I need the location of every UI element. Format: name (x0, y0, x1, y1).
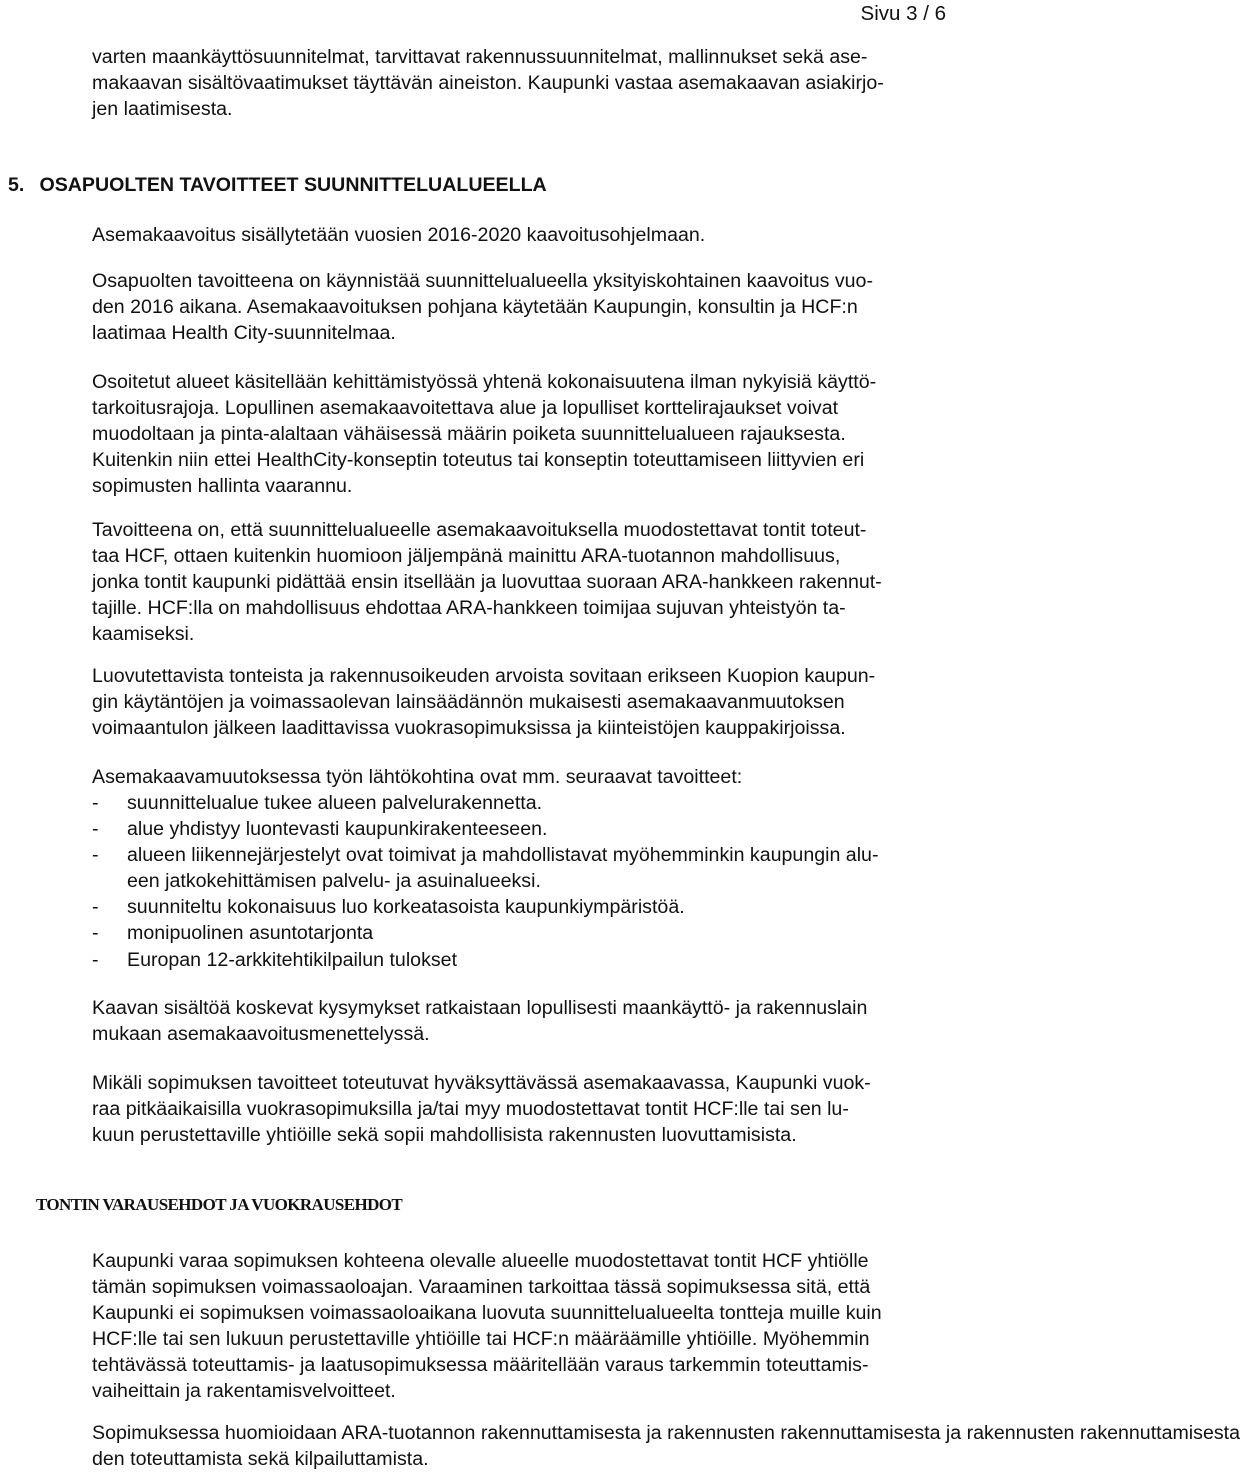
text-line: HCF:lle tai sen lukuun perustettaville yhtiöille tai HCF:n määräämille yhtiöille. Myöhemmin (92, 1328, 870, 1351)
text-line: varten maankäyttösuunnitelmat, tarvittavat rakennussuunnitelmat, mallinnukset sekä ase- (92, 46, 868, 68)
paragraph-mikali (92, 1070, 954, 1148)
text-line: jonka tontit kaupunki pidättää ensin itsellään ja luovuttaa suoraan ARA-hankkeen rakennut- (92, 571, 882, 594)
text-line: sopimusten hallinta vaarannu. (92, 475, 353, 498)
paragraph-lahtokohdat (92, 764, 954, 790)
text-line: Kuitenkin niin ettei HealthCity-konseptin toteutus tai konseptin toteuttamiseen liittyvien eri (92, 449, 865, 472)
text-line: Asemakaavamuutoksessa työn lähtökohtina ovat mm. seuraavat tavoitteet: (92, 766, 743, 788)
text-line: Osapuolten tavoitteena on käynnistää suunnittelualueella yksityiskohtainen kaavoitus vuo- (92, 270, 873, 292)
paragraph-tavoitteena (92, 517, 954, 647)
paragraph-sopimuksessa (92, 1420, 1240, 1472)
text-line: Mikäli sopimuksen tavoitteet toteutuvat hyväksyttävässä asemakaavassa, Kaupunki vuok- (92, 1072, 871, 1094)
text-line: Sopimuksessa huomioidaan ARA-tuotannon rakennuttamisesta ja rakennusten rakennuttamisesta ja rakennusten rakennuttamisesta (92, 1422, 1240, 1444)
list-dash: - (92, 792, 99, 814)
text-line: Osoitetut alueet käsitellään kehittämistyössä yhtenä kokonaisuutena ilman nykyisiä käyttö- (92, 371, 877, 393)
page-number: Sivu 3 / 6 (860, 2, 946, 25)
text-line: den toteuttamista sekä kilpailuttamista. (92, 1448, 429, 1471)
list-item (92, 894, 954, 920)
text-line: kuun perustettaville yhtiöille sekä sopii mahdollisista rakennusten luovuttamisista. (92, 1124, 797, 1147)
text-line: Kaupunki ei sopimuksen voimassaoloaikana luovuta suunnittelualueelta tontteja muille kuin (92, 1302, 882, 1325)
text-line: den 2016 aikana. Asemakaavoituksen pohjana käytetään Kaupungin, konsultin ja HCF:n (92, 296, 858, 319)
text-line: mukaan asemakaavoitusmenettelyssä. (92, 1023, 430, 1046)
text-line: Luovutettavista tonteista ja rakennusoikeuden arvoista sovitaan erikseen Kuopion kaupun- (92, 665, 876, 687)
paragraph-luovutettavista (92, 663, 954, 741)
goals-list (92, 790, 954, 973)
text-line: tarkoitusrajoja. Lopullinen asemakaavoitettava alue ja lopulliset korttelirajaukset voivat (92, 397, 839, 420)
text-line: alue yhdistyy luontevasti kaupunkirakenteeseen. (127, 818, 548, 841)
text-line: alueen liikennejärjestelyt ovat toimivat ja mahdollistavat myöhemminkin kaupungin alu- (127, 844, 879, 867)
text-line: tehtävässä toteuttamis- ja laatusopimuksessa määritellään varaus tarkemmin toteuttamis- (92, 1354, 869, 1377)
paragraph-kaupunki-varaa (92, 1248, 954, 1405)
paragraph-osapuolten-tavoite (92, 268, 954, 346)
list-item (92, 790, 954, 816)
text-line: Kaupunki varaa sopimuksen kohteena olevalle alueelle muodostettavat tontit HCF yhtiölle (92, 1250, 869, 1272)
list-item (92, 842, 954, 894)
text-line: gin käytäntöjen ja voimassaolevan lainsäädännön mukaisesti asemakaavanmuutoksen (92, 691, 845, 714)
text-line: vaiheittain ja rakentamisvelvoitteet. (92, 1380, 396, 1403)
paragraph-osoitetut-alueet (92, 369, 954, 499)
text-line: Asemakaavoitus sisällytetään vuosien 2016-2020 kaavoitusohjelmaan. (92, 224, 706, 246)
list-item (92, 947, 954, 973)
section-title: OSAPUOLTEN TAVOITTEET SUUNNITTELUALUEELLA (39, 174, 547, 196)
section-5-heading (8, 172, 547, 198)
paragraph-kaavan-sisalto (92, 995, 954, 1047)
list-dash: - (92, 948, 99, 971)
text-line: een jatkokehittämisen palvelu- ja asuinalueeksi. (127, 870, 541, 893)
intro-paragraph (92, 44, 954, 122)
text-line: makaavan sisältövaatimukset täyttävän aineiston. Kaupunki vastaa asemakaavan asiakirjo- (92, 72, 884, 95)
list-dash: - (92, 896, 99, 919)
text-line: jen laatimisesta. (92, 98, 233, 121)
list-dash: - (92, 818, 99, 841)
section-6-heading: TONTIN VARAUSEHDOT JA VUOKRAUSEHDOT (36, 1195, 403, 1214)
text-line: raa pitkäaikaisilla vuokrasopimuksilla ja/tai myy muodostettavat tontit HCF:lle tai sen lu- (92, 1098, 849, 1121)
text-line: Kaavan sisältöä koskevat kysymykset ratkaistaan lopullisesti maankäyttö- ja rakennuslain (92, 997, 868, 1019)
text-line: laatimaa Health City-suunnitelmaa. (92, 322, 396, 345)
paragraph-kaavoitusohjelma (92, 222, 954, 248)
text-line: Tavoitteena on, että suunnittelualueelle asemakaavoituksella muodostettavat tontit toteut- (92, 519, 867, 541)
text-line: suunnittelualue tukee alueen palvelurakennetta. (127, 792, 543, 814)
text-line: taa HCF, ottaen kuitenkin huomioon jäljempänä mainittu ARA-tuotannon mahdollisuus, (92, 545, 841, 568)
list-dash: - (92, 844, 99, 867)
text-line: tajille. HCF:lla on mahdollisuus ehdottaa ARA-hankkeen toimijaa sujuvan yhteistyön ta- (92, 597, 846, 620)
text-line: muodoltaan ja pinta-alaltaan vähäisessä määrin poiketa suunnittelualueen rajauksesta. (92, 423, 846, 446)
text-line: voimaantulon jälkeen laadittavissa vuokrasopimuksissa ja kiinteistöjen kauppakirjoissa. (92, 717, 846, 740)
text-line: tämän sopimuksen voimassaoloajan. Varaaminen tarkoittaa tässä sopimuksessa sitä, että (92, 1276, 871, 1299)
list-item (92, 920, 954, 946)
list-dash: - (92, 922, 99, 945)
list-item (92, 816, 954, 842)
text-line: Europan 12-arkkitehtikilpailun tulokset (127, 948, 458, 971)
text-line: suunniteltu kokonaisuus luo korkeatasoista kaupunkiympäristöä. (127, 896, 685, 919)
section-number: 5. (8, 174, 25, 196)
text-line: monipuolinen asuntotarjonta (127, 922, 374, 945)
text-line: kaamiseksi. (92, 623, 195, 646)
